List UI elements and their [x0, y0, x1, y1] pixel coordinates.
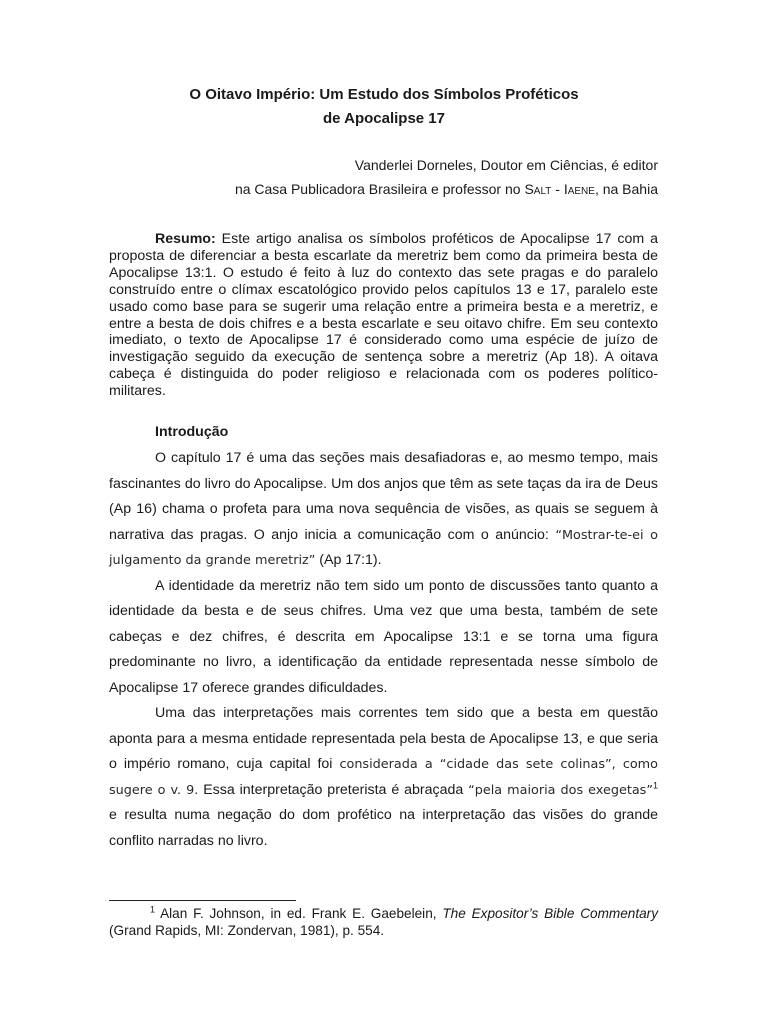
- footnote-reference[interactable]: 1: [652, 779, 658, 790]
- paragraph-3-text-b: Essa interpretação preterista é abraçada: [198, 781, 469, 798]
- footnote-book-title: The Expositor’s Bible Commentary: [442, 906, 659, 921]
- paragraph-3: [109, 701, 658, 854]
- paper-title-line-2: de Apocalipse 17: [323, 110, 445, 127]
- author-affiliation-post: , na Bahia: [594, 181, 658, 197]
- paragraph-1-text: O capítulo 17 é uma das seções mais desafiadoras e, ao mesmo tempo, mais fascinantes do livro do Apocalipse. Um dos anjos que têm as sete taças da ira de Deus (Ap 16) chama o profeta para uma nova sequência de visões, as quais se seguem à narrativa das pragas. O anjo inicia a comunicação com o anúncio:: [109, 450, 658, 543]
- abstract-label: Resumo:: [155, 231, 216, 247]
- institution-name: Salt - Iaene: [524, 181, 595, 197]
- footnote-text-a: Alan F. Johnson, in ed. Frank E. Gaebelein,: [155, 906, 443, 921]
- author-line-2: [235, 181, 658, 197]
- footnote: [109, 905, 658, 939]
- paragraph-1-citation: (Ap 17:1).: [315, 552, 382, 568]
- body-text: [109, 446, 658, 854]
- author-line-1: Vanderlei Dorneles, Doutor em Ciências, é editor: [354, 157, 658, 173]
- footnote-text-b: (Grand Rapids, MI: Zondervan, 1981), p. 554.: [109, 923, 385, 938]
- paper-title-line-1: O Oitavo Império: Um Estudo dos Símbolos Proféticos: [189, 86, 579, 103]
- paragraph-3-text-a: Uma das interpretações mais correntes tem sido que a besta em questão aponta para a mesma entidade representada pela besta de Apocalipse 13, e que seria o império romano, cuja capital foi: [109, 705, 658, 772]
- paragraph-1-quote: “Mostrar-te-ei o julgamento da grande meretriz”: [109, 527, 658, 568]
- abstract-text: Este artigo analisa os símbolos proféticos de Apocalipse 17 com a proposta de diferenciar a besta escarlate da meretriz bem como da primeira besta de Apocalipse 13:1. O estudo é feito à luz do contexto das sete pragas e do paralelo construído entre o clímax escatológico provido pelos capítulos 13 e 17, paralelo este usado como base para se sugerir uma relação entre a primeira besta e a meretriz, e entre a besta de dois chifres e a besta escarlate e seu oitavo chifre. Em seu contexto imediato, o texto de Apocalipse 17 é considerado como uma espécie de juízo de investigação seguido da execução de sentença sobre a meretriz (Ap 18). A oitava cabeça é distinguida do poder religioso e relacionada com os poderes político-militares.: [109, 231, 658, 400]
- footnote-marker: 1: [149, 904, 155, 915]
- section-heading: Introdução: [155, 424, 229, 440]
- paragraph-3-text-c: e resulta numa negação do dom profético na interpretação das visões do grande conflito narradas no livro.: [109, 807, 658, 849]
- paragraph-3-quote-1: considerada a “cidade das sete colinas”, como sugere o v. 9.: [109, 757, 658, 798]
- paragraph-3-quote-2: “pela maioria dos exegetas”: [468, 782, 653, 798]
- abstract: [109, 231, 658, 400]
- author-affiliation-pre: na Casa Publicadora Brasileira e professor no: [234, 181, 525, 197]
- footnote-divider: [109, 900, 296, 901]
- paragraph-1: [109, 446, 658, 574]
- paragraph-2: A identidade da meretriz não tem sido um ponto de discussões tanto quanto a identidade da besta e de seus chifres. Uma vez que uma besta, também de sete cabeças e dez chifres, é descrita em Apocalipse 13:1 e se torna uma figura predominante no livro, a identificação da entidade representada nesse símbolo de Apocalipse 17 oferece grandes dificuldades.: [109, 577, 658, 696]
